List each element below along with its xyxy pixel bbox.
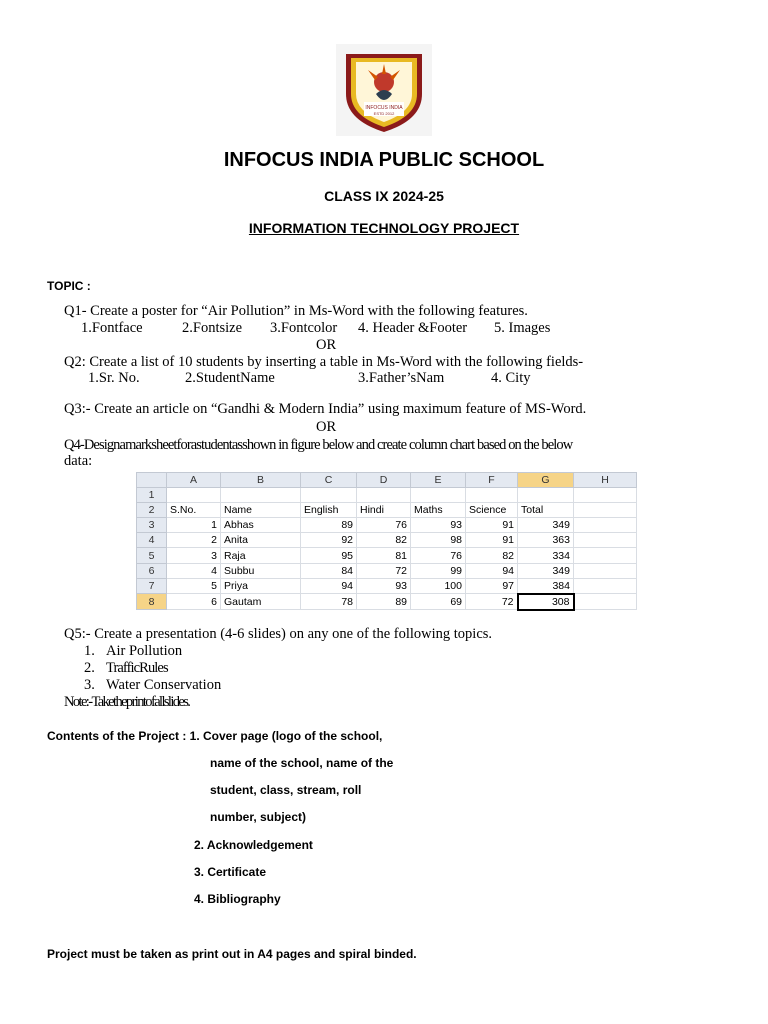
row-number: 1 — [137, 488, 167, 503]
cell-total: 384 — [518, 578, 574, 594]
q2-field-4: 4. City — [491, 370, 531, 386]
cell-maths: 93 — [411, 518, 466, 533]
col-header-f: F — [466, 473, 518, 488]
cell-sno: 3 — [167, 548, 221, 563]
cell-english: 94 — [301, 578, 357, 594]
cell-sno: 5 — [167, 578, 221, 594]
contents-line-4: number, subject) — [210, 810, 307, 824]
header-maths: Maths — [411, 503, 466, 518]
q5-topic-2: TrafficRules — [106, 660, 168, 676]
q2-field-2: 2.StudentName — [185, 370, 275, 386]
cell-science: 97 — [466, 578, 518, 594]
header-sno: S.No. — [167, 503, 221, 518]
col-header-g: G — [518, 473, 574, 488]
cell-english: 95 — [301, 548, 357, 563]
sheet-row-1 — [137, 488, 637, 503]
school-name: INFOCUS INDIA PUBLIC SCHOOL — [223, 149, 545, 171]
project-title-wrap — [0, 220, 768, 236]
q1-feature-5: 5. Images — [494, 320, 551, 336]
table-row — [137, 578, 637, 594]
cell-maths: 69 — [411, 594, 466, 610]
cell-science: 94 — [466, 563, 518, 578]
q1-feature-3: 3.Fontcolor — [270, 320, 338, 336]
cell-total-selected: 308 — [518, 594, 574, 610]
cell-hindi: 81 — [357, 548, 411, 563]
cell-total: 334 — [518, 548, 574, 563]
table-row — [137, 533, 637, 548]
cell-hindi: 82 — [357, 533, 411, 548]
col-header-b: B — [221, 473, 301, 488]
cell-english: 92 — [301, 533, 357, 548]
cell-sno: 1 — [167, 518, 221, 533]
q5-topic-2-number: 2. — [84, 660, 95, 676]
row-number: 6 — [137, 563, 167, 578]
contents-line-3: student, class, stream, roll — [210, 783, 362, 797]
contents-item-bibliography: 4. Bibliography — [194, 892, 281, 906]
cell-english: 89 — [301, 518, 357, 533]
or-2: OR — [316, 419, 337, 435]
cell-maths: 100 — [411, 578, 466, 594]
footer-note: Project must be taken as print out in A4 pages and spiral binded. — [47, 947, 417, 961]
q5-topic-1: Air Pollution — [106, 643, 183, 659]
topic-label: TOPIC : — [47, 279, 91, 293]
q1-text: Q1- Create a poster for “Air Pollution” in Ms-Word with the following features. — [64, 303, 528, 319]
or-1: OR — [316, 337, 337, 353]
contents-label: Contents of the Project : 1. Cover page (logo of the school, — [47, 729, 383, 743]
col-header-h: H — [574, 473, 637, 488]
table-row — [137, 563, 637, 578]
cell-name: Raja — [221, 548, 301, 563]
cell-total: 349 — [518, 563, 574, 578]
q5-topic-3: Water Conservation — [106, 677, 222, 693]
row-number: 8 — [137, 594, 167, 610]
q2-text: Q2: Create a list of 10 students by inserting a table in Ms-Word with the following fields- — [64, 354, 584, 370]
col-header-c: C — [301, 473, 357, 488]
school-logo — [336, 44, 432, 136]
corner-cell — [137, 473, 167, 488]
col-header-e: E — [411, 473, 466, 488]
q5-topic-3-number: 3. — [84, 677, 95, 693]
cell-science: 91 — [466, 518, 518, 533]
note-text: Note:-Taketheprintofallslides. — [64, 694, 190, 710]
table-row — [137, 548, 637, 563]
header-total: Total — [518, 503, 574, 518]
header-name: Name — [221, 503, 301, 518]
marksheet-table — [136, 472, 637, 611]
contents-line-2: name of the school, name of the — [210, 756, 394, 770]
q3-text: Q3:- Create an article on “Gandhi & Modern India” using maximum feature of MS-Word. — [64, 401, 587, 417]
header-hindi: Hindi — [357, 503, 411, 518]
cell-science: 91 — [466, 533, 518, 548]
cell-hindi: 72 — [357, 563, 411, 578]
cell-sno: 4 — [167, 563, 221, 578]
cell-name: Priya — [221, 578, 301, 594]
contents-item-acknowledgement: 2. Acknowledgement — [194, 838, 313, 852]
row-number: 2 — [137, 503, 167, 518]
cell-science: 82 — [466, 548, 518, 563]
column-header-row — [137, 473, 637, 488]
cell-english: 78 — [301, 594, 357, 610]
sheet-header-row — [137, 503, 637, 518]
cell-sno: 6 — [167, 594, 221, 610]
project-title: INFORMATION TECHNOLOGY PROJECT — [248, 220, 520, 236]
contents-item-certificate: 3. Certificate — [194, 865, 267, 879]
row-number: 4 — [137, 533, 167, 548]
class-line: CLASS IX 2024-25 — [324, 188, 444, 204]
cell-hindi: 89 — [357, 594, 411, 610]
cell-maths: 99 — [411, 563, 466, 578]
marksheet-spreadsheet — [136, 472, 636, 608]
col-header-d: D — [357, 473, 411, 488]
cell-hindi: 93 — [357, 578, 411, 594]
q5-topic-1-number: 1. — [84, 643, 95, 659]
header-english: English — [301, 503, 357, 518]
q1-feature-1: 1.Fontface — [81, 320, 143, 336]
row-number: 5 — [137, 548, 167, 563]
col-header-a: A — [167, 473, 221, 488]
cell-english: 84 — [301, 563, 357, 578]
q5-text: Q5:- Create a presentation (4-6 slides) on any one of the following topics. — [64, 626, 493, 642]
table-row — [137, 594, 637, 610]
logo-text: INFOCUS INDIA — [365, 105, 403, 111]
table-row — [137, 518, 637, 533]
logo-subtext: ESTD 2012 — [373, 111, 395, 116]
q1-feature-2: 2.Fontsize — [182, 320, 243, 336]
cell-science: 72 — [466, 594, 518, 610]
cell-maths: 98 — [411, 533, 466, 548]
q1-feature-4: 4. Header &Footer — [358, 320, 468, 336]
cell-hindi: 76 — [357, 518, 411, 533]
q4-text: Q4-Designamarksheetforastudentasshown in figure below and create column chart based on the below — [64, 437, 573, 453]
cell-total: 349 — [518, 518, 574, 533]
cell-name: Anita — [221, 533, 301, 548]
header-science: Science — [466, 503, 518, 518]
cell-sno: 2 — [167, 533, 221, 548]
cell-name: Gautam — [221, 594, 301, 610]
q4-text-cont: data: — [64, 453, 93, 469]
cell-maths: 76 — [411, 548, 466, 563]
row-number: 3 — [137, 518, 167, 533]
row-number: 7 — [137, 578, 167, 594]
cell-name: Abhas — [221, 518, 301, 533]
q2-field-1: 1.Sr. No. — [88, 370, 140, 386]
q2-field-3: 3.Father’sNam — [358, 370, 445, 386]
cell-total: 363 — [518, 533, 574, 548]
cell-name: Subbu — [221, 563, 301, 578]
